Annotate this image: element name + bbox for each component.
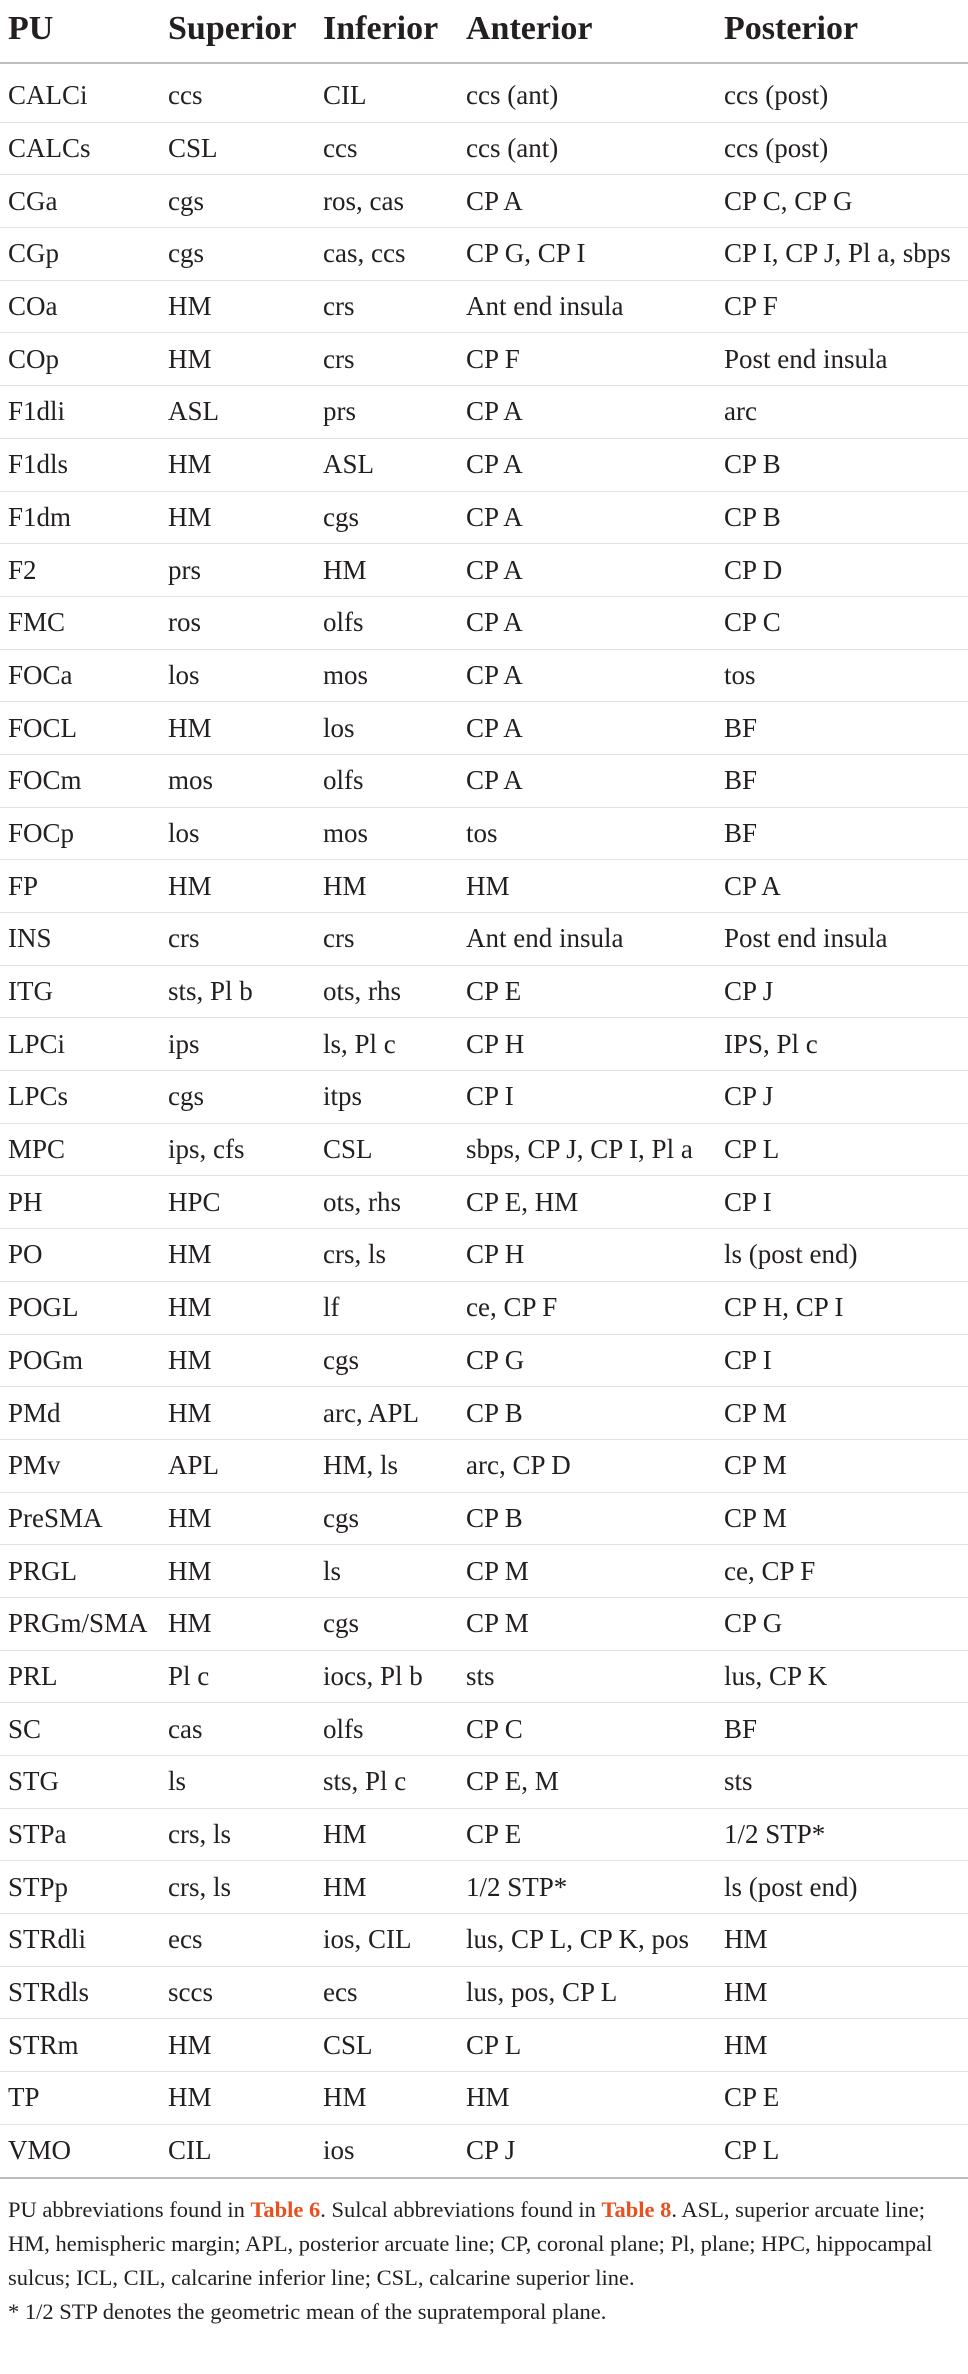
cell-superior: los	[168, 649, 323, 702]
cell-anterior: CP A	[466, 702, 724, 755]
cell-pu: PMv	[0, 1439, 168, 1492]
cell-superior: crs, ls	[168, 1861, 323, 1914]
cell-anterior: lus, CP L, CP K, pos	[466, 1914, 724, 1967]
cell-anterior: CP E, M	[466, 1756, 724, 1809]
table-row	[0, 1808, 968, 1861]
cell-superior: APL	[168, 1439, 323, 1492]
table-row	[0, 228, 968, 281]
cell-pu: FOCa	[0, 649, 168, 702]
cell-anterior: ccs (ant)	[466, 122, 724, 175]
cell-posterior: CP G	[724, 1597, 968, 1650]
cell-superior: CIL	[168, 2124, 323, 2177]
cell-posterior: CP C	[724, 596, 968, 649]
cell-anterior: CP I	[466, 1071, 724, 1124]
cell-posterior: CP J	[724, 965, 968, 1018]
cell-anterior: CP A	[466, 386, 724, 439]
cell-posterior: BF	[724, 754, 968, 807]
table-row	[0, 1650, 968, 1703]
abbreviation-note	[8, 2193, 960, 2295]
table-row	[0, 2124, 968, 2177]
cell-inferior: CSL	[323, 2019, 466, 2072]
cell-superior: HM	[168, 1492, 323, 1545]
cell-inferior: CIL	[323, 63, 466, 122]
cell-pu: VMO	[0, 2124, 168, 2177]
cell-pu: LPCi	[0, 1018, 168, 1071]
cell-superior: ccs	[168, 63, 323, 122]
cell-inferior: itps	[323, 1071, 466, 1124]
cell-inferior: mos	[323, 649, 466, 702]
cell-anterior: CP A	[466, 596, 724, 649]
table-row	[0, 175, 968, 228]
cell-superior: cas	[168, 1703, 323, 1756]
cell-superior: HM	[168, 1334, 323, 1387]
cell-anterior: CP E	[466, 965, 724, 1018]
cell-pu: CALCs	[0, 122, 168, 175]
cell-posterior: CP I	[724, 1334, 968, 1387]
table-row	[0, 965, 968, 1018]
star-note: * 1/2 STP denotes the geometric mean of the supratemporal plane.	[8, 2298, 607, 2324]
cell-anterior: CP M	[466, 1545, 724, 1598]
table-row	[0, 2019, 968, 2072]
cell-posterior: ce, CP F	[724, 1545, 968, 1598]
cell-superior: HM	[168, 1545, 323, 1598]
cell-anterior: tos	[466, 807, 724, 860]
cell-inferior: sts, Pl c	[323, 1756, 466, 1809]
cell-inferior: ios	[323, 2124, 466, 2177]
table-row	[0, 1703, 968, 1756]
cell-anterior: CP E	[466, 1808, 724, 1861]
table-row	[0, 1281, 968, 1334]
cell-anterior: HM	[466, 860, 724, 913]
table-row	[0, 1123, 968, 1176]
table-footnotes	[0, 2193, 968, 2329]
cell-posterior: lus, CP K	[724, 1650, 968, 1703]
cell-posterior: HM	[724, 1966, 968, 2019]
cell-anterior: CP B	[466, 1492, 724, 1545]
table-8-link[interactable]: Table 8	[601, 2196, 672, 2222]
cell-anterior: CP J	[466, 2124, 724, 2177]
cell-pu: STPa	[0, 1808, 168, 1861]
cell-superior: cgs	[168, 228, 323, 281]
cell-pu: PO	[0, 1229, 168, 1282]
table-row	[0, 1229, 968, 1282]
cell-superior: HM	[168, 2072, 323, 2125]
cell-pu: POGm	[0, 1334, 168, 1387]
cell-posterior: CP I, CP J, Pl a, sbps	[724, 228, 968, 281]
cell-anterior: CP A	[466, 544, 724, 597]
cell-inferior: olfs	[323, 1703, 466, 1756]
cell-anterior: CP H	[466, 1018, 724, 1071]
table-row	[0, 1545, 968, 1598]
cell-superior: ips, cfs	[168, 1123, 323, 1176]
cell-pu: STRdli	[0, 1914, 168, 1967]
cell-superior: HM	[168, 1387, 323, 1440]
cell-pu: PRGL	[0, 1545, 168, 1598]
footnote-text-3: . ASL, superior arcuate line; HM, hemispheric margin; APL, posterior arcuate line; CP, coronal plane; Pl, plane; HPC, hippocampal sulcus; ICL, CIL, calcarine inferior line; CSL, calcarine superior line.	[8, 2196, 933, 2290]
cell-inferior: ros, cas	[323, 175, 466, 228]
cell-inferior: los	[323, 702, 466, 755]
cell-pu: FMC	[0, 596, 168, 649]
cell-anterior: 1/2 STP*	[466, 1861, 724, 1914]
cell-inferior: ASL	[323, 438, 466, 491]
cell-anterior: CP C	[466, 1703, 724, 1756]
cell-pu: LPCs	[0, 1071, 168, 1124]
table-header	[0, 0, 968, 63]
table-6-link[interactable]: Table 6	[250, 2196, 321, 2222]
table-row	[0, 1387, 968, 1440]
table-row	[0, 2072, 968, 2125]
cell-inferior: ccs	[323, 122, 466, 175]
cell-inferior: prs	[323, 386, 466, 439]
cell-pu: CALCi	[0, 63, 168, 122]
cell-inferior: cas, ccs	[323, 228, 466, 281]
cell-inferior: ls	[323, 1545, 466, 1598]
cell-posterior: ls (post end)	[724, 1229, 968, 1282]
table-row	[0, 1966, 968, 2019]
cell-inferior: ios, CIL	[323, 1914, 466, 1967]
cell-inferior: CSL	[323, 1123, 466, 1176]
cell-inferior: cgs	[323, 1334, 466, 1387]
table-row	[0, 1439, 968, 1492]
cell-pu: PRL	[0, 1650, 168, 1703]
cell-anterior: lus, pos, CP L	[466, 1966, 724, 2019]
cell-posterior: CP C, CP G	[724, 175, 968, 228]
cell-inferior: crs, ls	[323, 1229, 466, 1282]
cell-anterior: CP A	[466, 649, 724, 702]
cell-inferior: olfs	[323, 754, 466, 807]
cell-posterior: BF	[724, 1703, 968, 1756]
cell-inferior: arc, APL	[323, 1387, 466, 1440]
cell-anterior: Ant end insula	[466, 280, 724, 333]
cell-posterior: CP B	[724, 491, 968, 544]
cell-superior: HM	[168, 438, 323, 491]
table-row	[0, 913, 968, 966]
cell-anterior: CP L	[466, 2019, 724, 2072]
table-row	[0, 1756, 968, 1809]
cell-superior: HM	[168, 702, 323, 755]
header-inferior: Inferior	[323, 0, 466, 63]
cell-posterior: IPS, Pl c	[724, 1018, 968, 1071]
cell-pu: STG	[0, 1756, 168, 1809]
cell-anterior: CP F	[466, 333, 724, 386]
cell-superior: ips	[168, 1018, 323, 1071]
cell-superior: HPC	[168, 1176, 323, 1229]
cell-superior: HM	[168, 1597, 323, 1650]
cell-inferior: crs	[323, 913, 466, 966]
cell-pu: COa	[0, 280, 168, 333]
cell-inferior: ecs	[323, 1966, 466, 2019]
cell-posterior: CP L	[724, 2124, 968, 2177]
cell-posterior: CP L	[724, 1123, 968, 1176]
table-row	[0, 596, 968, 649]
cell-pu: PRGm/SMA	[0, 1597, 168, 1650]
cell-superior: ASL	[168, 386, 323, 439]
cell-pu: FP	[0, 860, 168, 913]
cell-superior: ls	[168, 1756, 323, 1809]
cell-pu: FOCp	[0, 807, 168, 860]
header-row	[0, 0, 968, 63]
cell-pu: PreSMA	[0, 1492, 168, 1545]
cell-posterior: CP M	[724, 1387, 968, 1440]
cell-pu: FOCm	[0, 754, 168, 807]
cell-anterior: sts	[466, 1650, 724, 1703]
cell-superior: HM	[168, 1281, 323, 1334]
header-pu: PU	[0, 0, 168, 63]
cell-pu: INS	[0, 913, 168, 966]
table-row	[0, 754, 968, 807]
cell-posterior: tos	[724, 649, 968, 702]
cell-posterior: BF	[724, 702, 968, 755]
cell-inferior: mos	[323, 807, 466, 860]
cell-pu: STPp	[0, 1861, 168, 1914]
cell-pu: PMd	[0, 1387, 168, 1440]
table-row	[0, 280, 968, 333]
header-superior: Superior	[168, 0, 323, 63]
cell-posterior: Post end insula	[724, 333, 968, 386]
header-posterior: Posterior	[724, 0, 968, 63]
table-row	[0, 438, 968, 491]
table-row	[0, 1176, 968, 1229]
cell-posterior: arc	[724, 386, 968, 439]
header-anterior: Anterior	[466, 0, 724, 63]
cell-superior: Pl c	[168, 1650, 323, 1703]
cell-pu: STRdls	[0, 1966, 168, 2019]
cell-superior: mos	[168, 754, 323, 807]
cell-posterior: CP J	[724, 1071, 968, 1124]
cell-anterior: CP G	[466, 1334, 724, 1387]
table-row	[0, 860, 968, 913]
cell-pu: TP	[0, 2072, 168, 2125]
cell-superior: CSL	[168, 122, 323, 175]
cell-anterior: CP A	[466, 438, 724, 491]
cell-superior: sccs	[168, 1966, 323, 2019]
cell-posterior: CP M	[724, 1439, 968, 1492]
cell-anterior: ccs (ant)	[466, 63, 724, 122]
cell-pu: F1dls	[0, 438, 168, 491]
cell-pu: F1dli	[0, 386, 168, 439]
cell-posterior: CP F	[724, 280, 968, 333]
cell-anterior: sbps, CP J, CP I, Pl a	[466, 1123, 724, 1176]
cell-posterior: CP E	[724, 2072, 968, 2125]
cell-anterior: CP A	[466, 754, 724, 807]
table-row	[0, 1334, 968, 1387]
table-row	[0, 1492, 968, 1545]
cell-posterior: CP A	[724, 860, 968, 913]
cell-pu: PH	[0, 1176, 168, 1229]
table-row	[0, 1914, 968, 1967]
cell-posterior: HM	[724, 2019, 968, 2072]
table-row	[0, 807, 968, 860]
cell-superior: ros	[168, 596, 323, 649]
cell-posterior: Post end insula	[724, 913, 968, 966]
footnote-text-1: PU abbreviations found in	[8, 2196, 251, 2222]
cell-inferior: cgs	[323, 1597, 466, 1650]
cell-anterior: CP H	[466, 1229, 724, 1282]
cell-posterior: 1/2 STP*	[724, 1808, 968, 1861]
table-row	[0, 333, 968, 386]
cell-inferior: ots, rhs	[323, 1176, 466, 1229]
cell-anterior: CP G, CP I	[466, 228, 724, 281]
cell-posterior: CP M	[724, 1492, 968, 1545]
cell-posterior: ccs (post)	[724, 122, 968, 175]
cell-posterior: ccs (post)	[724, 63, 968, 122]
table-row	[0, 649, 968, 702]
table-row	[0, 1018, 968, 1071]
cell-superior: HM	[168, 1229, 323, 1282]
cell-pu: POGL	[0, 1281, 168, 1334]
cell-anterior: CP E, HM	[466, 1176, 724, 1229]
cell-pu: STRm	[0, 2019, 168, 2072]
table-row	[0, 122, 968, 175]
cell-superior: cgs	[168, 1071, 323, 1124]
cell-superior: HM	[168, 333, 323, 386]
cell-anterior: Ant end insula	[466, 913, 724, 966]
cell-inferior: crs	[323, 280, 466, 333]
cell-inferior: HM	[323, 544, 466, 597]
cell-superior: HM	[168, 491, 323, 544]
cell-superior: los	[168, 807, 323, 860]
cell-inferior: olfs	[323, 596, 466, 649]
table-row	[0, 544, 968, 597]
cell-inferior: ls, Pl c	[323, 1018, 466, 1071]
cell-superior: HM	[168, 860, 323, 913]
cell-posterior: HM	[724, 1914, 968, 1967]
cell-pu: COp	[0, 333, 168, 386]
cell-anterior: CP A	[466, 491, 724, 544]
cell-pu: CGp	[0, 228, 168, 281]
cell-inferior: iocs, Pl b	[323, 1650, 466, 1703]
table-row	[0, 63, 968, 122]
table-row	[0, 1071, 968, 1124]
cell-pu: SC	[0, 1703, 168, 1756]
cell-pu: F1dm	[0, 491, 168, 544]
cell-posterior: CP H, CP I	[724, 1281, 968, 1334]
cell-anterior: arc, CP D	[466, 1439, 724, 1492]
table-body	[0, 63, 968, 2178]
cell-pu: MPC	[0, 1123, 168, 1176]
cell-inferior: cgs	[323, 491, 466, 544]
table-row	[0, 386, 968, 439]
cell-inferior: crs	[323, 333, 466, 386]
cell-pu: ITG	[0, 965, 168, 1018]
table-row	[0, 702, 968, 755]
cell-anterior: CP A	[466, 175, 724, 228]
cell-inferior: HM	[323, 1808, 466, 1861]
cell-superior: crs, ls	[168, 1808, 323, 1861]
cell-superior: sts, Pl b	[168, 965, 323, 1018]
cell-pu: FOCL	[0, 702, 168, 755]
cell-inferior: HM	[323, 860, 466, 913]
cell-anterior: ce, CP F	[466, 1281, 724, 1334]
cell-posterior: CP B	[724, 438, 968, 491]
cell-posterior: sts	[724, 1756, 968, 1809]
cell-posterior: CP I	[724, 1176, 968, 1229]
table-row	[0, 1861, 968, 1914]
cell-posterior: ls (post end)	[724, 1861, 968, 1914]
cell-superior: prs	[168, 544, 323, 597]
cell-superior: crs	[168, 913, 323, 966]
cell-posterior: BF	[724, 807, 968, 860]
cell-inferior: HM	[323, 1861, 466, 1914]
cell-inferior: lf	[323, 1281, 466, 1334]
cell-inferior: ots, rhs	[323, 965, 466, 1018]
cell-anterior: CP B	[466, 1387, 724, 1440]
cell-inferior: HM	[323, 2072, 466, 2125]
table-row	[0, 491, 968, 544]
cell-superior: HM	[168, 2019, 323, 2072]
cell-posterior: CP D	[724, 544, 968, 597]
cell-superior: HM	[168, 280, 323, 333]
cell-inferior: HM, ls	[323, 1439, 466, 1492]
cell-superior: cgs	[168, 175, 323, 228]
footnote-text-2: . Sulcal abbreviations found in	[320, 2196, 602, 2222]
table-row	[0, 1597, 968, 1650]
cell-anterior: CP M	[466, 1597, 724, 1650]
cell-pu: F2	[0, 544, 168, 597]
cell-anterior: HM	[466, 2072, 724, 2125]
cell-inferior: cgs	[323, 1492, 466, 1545]
cell-superior: ecs	[168, 1914, 323, 1967]
cell-pu: CGa	[0, 175, 168, 228]
